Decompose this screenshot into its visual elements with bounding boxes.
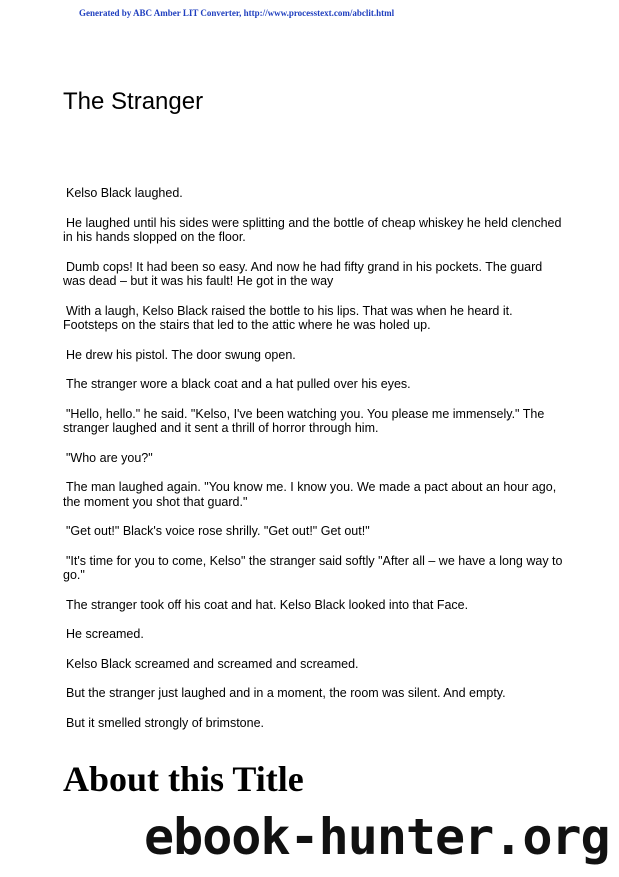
watermark: ebook-hunter.org <box>144 808 610 866</box>
paragraph: "Hello, hello." he said. "Kelso, I've been watching you. You please me immensely." The stranger laughed and it sent a thrill of horror through him. <box>63 406 545 435</box>
paragraph: The stranger took off his coat and hat. Kelso Black looked into that Face. <box>66 597 469 612</box>
generator-link[interactable]: Generated by ABC Amber LIT Converter, http://www.processtext.com/abclit.html <box>79 8 395 18</box>
paragraph: Dumb cops! It had been so easy. And now he had fifty grand in his pockets. The guard was dead – but it was his fault! He got in the way <box>63 259 543 288</box>
paragraph: With a laugh, Kelso Black raised the bottle to his lips. That was when he heard it. Footsteps on the stairs that led to the attic where he was holed up. <box>63 303 513 332</box>
paragraph: The stranger wore a black coat and a hat pulled over his eyes. <box>66 377 411 391</box>
story-body <box>63 186 563 745</box>
paragraph: He laughed until his sides were splitting and the bottle of cheap whiskey he held clenched in his hands slopped on the floor. <box>63 215 562 244</box>
paragraph: But it smelled strongly of brimstone. <box>66 715 264 730</box>
paragraph: "Get out!" Black's voice rose shrilly. "Get out!" Get out!" <box>66 524 370 538</box>
paragraph: The man laughed again. "You know me. I know you. We made a pact about an hour ago, the moment you shot that guard." <box>63 480 557 509</box>
section-heading: About this Title <box>63 759 304 799</box>
paragraph: "Who are you?" <box>66 450 153 465</box>
paragraph: He drew his pistol. The door swung open. <box>66 347 296 362</box>
paragraph: Kelso Black screamed and screamed and screamed. <box>66 656 359 671</box>
paragraph: Kelso Black laughed. <box>66 186 183 200</box>
document-title: The Stranger <box>63 88 204 115</box>
paragraph: But the stranger just laughed and in a moment, the room was silent. And empty. <box>66 686 506 700</box>
paragraph: He screamed. <box>66 627 144 641</box>
paragraph: "It's time for you to come, Kelso" the stranger said softly "After all – we have a long way to go." <box>63 553 563 582</box>
